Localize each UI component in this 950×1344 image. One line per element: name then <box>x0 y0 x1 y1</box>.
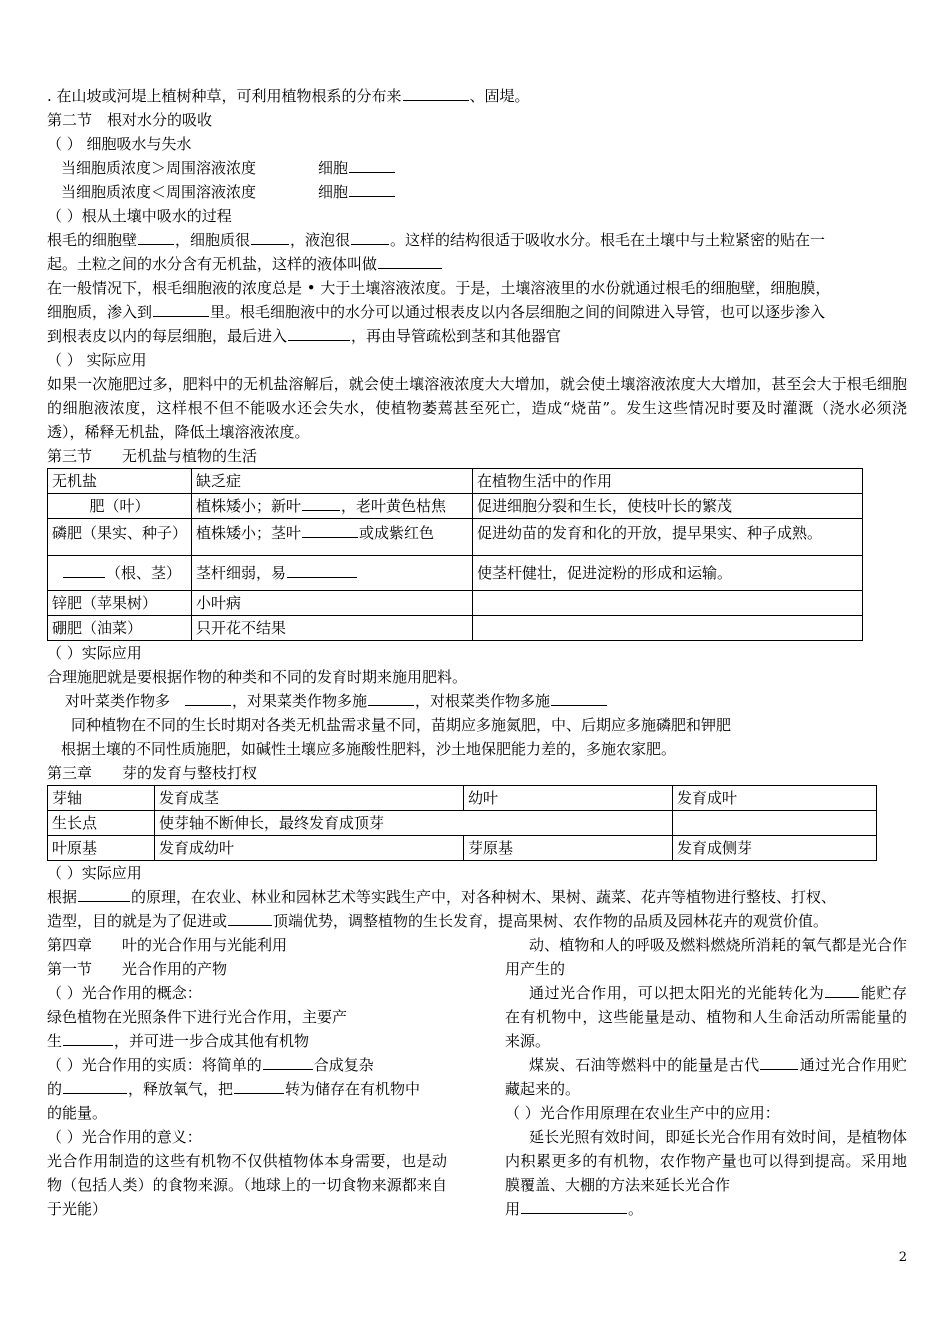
answer-blank[interactable] <box>551 690 607 706</box>
table-cell: 发育成幼叶 <box>155 836 464 861</box>
two-column-section <box>47 933 907 1223</box>
table-row <box>48 519 863 556</box>
table-cell: 肥（叶） <box>48 494 192 519</box>
subheading: （ ）光合作用原理在农业生产中的应用： <box>505 1104 780 1122</box>
answer-blank[interactable] <box>287 562 357 578</box>
table-cell: 磷肥（果实、种子） <box>48 519 192 556</box>
answer-blank[interactable] <box>302 495 340 511</box>
answer-blank[interactable] <box>288 325 350 341</box>
paragraph-line <box>505 1197 907 1221</box>
text: 。 <box>628 1200 644 1218</box>
table-row <box>48 556 863 591</box>
table-cell: 硼肥（油菜） <box>48 616 192 641</box>
table-row <box>48 811 877 836</box>
table-row <box>48 494 863 519</box>
text: ，并可进一步合成其他有机物 <box>114 1032 310 1050</box>
text: 根据 <box>47 888 78 906</box>
text: 细胞质，渗入到 <box>47 303 153 321</box>
answer-blank[interactable] <box>521 1198 627 1214</box>
table-cell: 发育成侧芽 <box>673 836 877 861</box>
paragraph-line <box>47 324 907 348</box>
answer-blank[interactable] <box>63 562 105 578</box>
text: ，对根菜类作物多施 <box>415 692 551 710</box>
section-title: 第一节 光合作用的产物 <box>47 960 228 978</box>
bud-table <box>47 785 877 861</box>
table-cell: 发育成茎 <box>155 786 464 811</box>
answer-blank[interactable] <box>63 1078 127 1094</box>
text: ，对果菜类作物多施 <box>232 692 368 710</box>
answer-blank[interactable] <box>351 229 389 245</box>
text: 转为储存在有机物中 <box>285 1080 421 1098</box>
text: 顶端优势，调整植物的生长发育，提高果树、农作物的品质及园林花卉的观赏价值。 <box>273 912 829 930</box>
text: 的原理，在农业、林业和园林艺术等实践生产中，对各种树木、果树、蔬菜、花卉等植物进行整枝、打杈、 <box>131 888 837 906</box>
text: 起。土粒之间的水分含有无机盐，这样的液体叫做 <box>47 255 378 273</box>
table-cell: 芽轴 <box>48 786 155 811</box>
paragraph-line <box>47 252 907 276</box>
answer-blank[interactable] <box>349 157 395 173</box>
answer-blank[interactable] <box>153 301 209 317</box>
paragraph-line: 根据土壤的不同性质施肥，如碱性土壤应多施酸性肥料，沙土地保肥能力差的，多施农家肥。 <box>61 740 677 758</box>
table-cell <box>192 519 473 556</box>
paragraph <box>505 1053 907 1101</box>
answer-blank[interactable] <box>760 1054 798 1070</box>
text: 造型，目的就是为了促进或 <box>47 912 228 930</box>
paragraph-line <box>47 300 907 324</box>
paragraph-line: 绿色植物在光照条件下进行光合作用，主要产 <box>47 1008 348 1026</box>
table-cell: 发育成叶 <box>673 786 877 811</box>
subheading: （ ）实际应用 <box>47 644 142 662</box>
answer-blank[interactable] <box>78 886 130 902</box>
answer-blank[interactable] <box>403 85 469 101</box>
text: 当细胞质浓度＞周围溶液浓度 <box>61 159 257 177</box>
text: 根毛的细胞壁 <box>47 231 138 249</box>
table-cell: 使芽轴不断伸长，最终发育成顶芽 <box>155 811 673 836</box>
text: ，释放氧气，把 <box>128 1080 234 1098</box>
condition-line <box>47 156 907 180</box>
text: 植株矮小；茎叶 <box>196 524 302 542</box>
text: ，细胞质很 <box>175 231 251 249</box>
subheading: （ ）光合作用的概念： <box>47 984 202 1002</box>
table-cell: 锌肥（苹果树） <box>48 591 192 616</box>
table-cell <box>48 556 192 591</box>
subheading: （ ）根从土壤中吸水的过程 <box>47 207 232 225</box>
text: . 在山坡或河堤上植树种草，可利用植物根系的分布来 <box>47 87 402 105</box>
table-row <box>48 786 877 811</box>
table-cell: 生长点 <box>48 811 155 836</box>
page-number: 2 <box>898 1250 907 1265</box>
answer-blank[interactable] <box>302 522 358 538</box>
text: 对叶菜类作物多 <box>65 692 171 710</box>
text: 用 <box>505 1200 521 1218</box>
text: 通过光合作用，可以把太阳光的光能转化为 <box>529 984 825 1002</box>
table-cell: 使茎杆健壮，促进淀粉的形成和运输。 <box>473 556 863 591</box>
right-column <box>505 933 907 1221</box>
text: 细胞 <box>318 183 349 201</box>
condition-line <box>47 180 907 204</box>
text: ，液泡很 <box>290 231 351 249</box>
paragraph: 光合作用制造的这些有机物不仅供植物体本身需要，也是动物（包括人类）的食物来源。（地球上的一切食物来源都来自于光能） <box>47 1152 447 1218</box>
text: （ ）光合作用的实质：将简单的 <box>47 1056 262 1074</box>
section-title: 第三节 无机盐与植物的生活 <box>47 447 258 465</box>
paragraph-line: 在一般情况下，根毛细胞液的浓度总是 • 大于土壤溶液浓度。于是，土壤溶液里的水份就通过根毛的细胞壁，细胞膜， <box>47 279 831 297</box>
table-cell: 只开花不结果 <box>192 616 473 641</box>
fixation-line <box>47 84 907 108</box>
text: 合成复杂 <box>313 1056 374 1074</box>
answer-blank[interactable] <box>825 982 859 998</box>
paragraph-line: 同种植物在不同的生长时期对各类无机盐需求量不同，苗期应多施氮肥，中、后期应多施磷肥和钾肥 <box>71 716 732 734</box>
answer-blank[interactable] <box>234 1078 284 1094</box>
text: 或成紫红色 <box>359 524 435 542</box>
text: 植株矮小；新叶 <box>196 497 302 515</box>
table-cell: 幼叶 <box>464 786 673 811</box>
text: 煤炭、石油等燃料中的能量是古代 <box>529 1056 760 1074</box>
paragraph-line <box>47 1029 447 1053</box>
table-cell <box>192 494 473 519</box>
answer-blank[interactable] <box>138 229 174 245</box>
paragraph <box>505 981 907 1053</box>
document-page <box>47 84 907 1223</box>
paragraph-line <box>47 228 907 252</box>
text: 茎杆细弱，易 <box>196 564 287 582</box>
paragraph: 延长光照有效时间，即延长光合作用有效时间，是植物体内积累更多的有机物，农作物产量也可以得到提高。采用地膜覆盖、大棚的方法来延长光合作 <box>505 1128 907 1194</box>
text: ，老叶黄色枯焦 <box>341 497 447 515</box>
answer-blank[interactable] <box>368 690 414 706</box>
table-cell: 小叶病 <box>192 591 473 616</box>
section-title: 第二节 根对水分的吸收 <box>47 111 213 129</box>
table-header: 缺乏症 <box>192 469 473 494</box>
subheading <box>47 1053 447 1077</box>
text: 能贮存在有机物中，这些能量是动、植物和人生命活动所需能量的来源。 <box>505 984 907 1050</box>
table-cell: 叶原基 <box>48 836 155 861</box>
table-cell: 促进细胞分裂和生长，使枝叶长的繁茂 <box>473 494 863 519</box>
chapter-title: 第四章 叶的光合作用与光能利用 <box>47 936 288 954</box>
text: 生 <box>47 1032 63 1050</box>
answer-blank[interactable] <box>263 1054 313 1070</box>
answer-blank[interactable] <box>185 690 231 706</box>
paragraph-line: 的能量。 <box>47 1104 108 1122</box>
text: 到根表皮以内的每层细胞，最后进入 <box>47 327 288 345</box>
text: 里。根毛细胞液中的水分可以通过根表皮以内各层细胞之间的间隙进入导管，也可以逐步渗入 <box>210 303 826 321</box>
text: （根、茎） <box>106 564 182 582</box>
paragraph-line <box>47 909 907 933</box>
paragraph-line: 合理施肥就是要根据作物的种类和不同的发育时期来施用肥料。 <box>47 668 468 686</box>
table-header: 无机盐 <box>48 469 192 494</box>
answer-blank[interactable] <box>63 1030 113 1046</box>
answer-blank[interactable] <box>228 910 272 926</box>
table-cell <box>473 616 863 641</box>
table-row <box>48 836 877 861</box>
table-cell <box>192 556 473 591</box>
table-header: 在植物生活中的作用 <box>473 469 863 494</box>
subheading: （ ） 实际应用 <box>47 351 147 369</box>
subheading: （ ） 细胞吸水与失水 <box>47 135 192 153</box>
paragraph: 动、植物和人的呼吸及燃料燃烧所消耗的氧气都是光合作用产生的 <box>505 936 907 978</box>
chapter-title: 第三章 芽的发育与整枝打杈 <box>47 764 258 782</box>
text: 的 <box>47 1080 63 1098</box>
table-cell <box>473 591 863 616</box>
table-cell <box>673 811 877 836</box>
table-cell: 促进幼苗的发育和化的开放，提早果实、种子成熟。 <box>473 519 863 556</box>
text: 、固堤。 <box>469 87 530 105</box>
text: 。这样的结构很适于吸收水分。根毛在土壤中与土粒紧密的贴在一 <box>390 231 826 249</box>
table-header-row <box>48 469 863 494</box>
answer-blank[interactable] <box>251 229 289 245</box>
paragraph-line <box>47 689 907 713</box>
paragraph: 如果一次施肥过多，肥料中的无机盐溶解后，就会使土壤溶液浓度大大增加，就会使土壤溶液浓度大大增加，甚至会大于根毛细胞的细胞液浓度，这样根不但不能吸水还会失水，使植物萎蔫甚至死亡，造成“烧苗”。发生这些情况时要及时灌溉（浇水必须浇透），稀释无机盐，降低土壤溶液浓度。 <box>47 375 907 441</box>
text: 通过光合作用贮藏起来的。 <box>505 1056 907 1098</box>
answer-blank[interactable] <box>349 181 395 197</box>
paragraph-line <box>47 1077 447 1101</box>
text: 细胞 <box>318 159 349 177</box>
table-row <box>48 591 863 616</box>
text: 当细胞质浓度＜周围溶液浓度 <box>61 183 257 201</box>
mineral-table <box>47 468 863 641</box>
table-row <box>48 616 863 641</box>
answer-blank[interactable] <box>378 253 442 269</box>
left-column <box>47 933 447 1221</box>
table-cell: 芽原基 <box>464 836 673 861</box>
text: ，再由导管疏松到茎和其他器官 <box>351 327 562 345</box>
subheading: （ ）实际应用 <box>47 864 142 882</box>
paragraph-line <box>47 885 907 909</box>
subheading: （ ）光合作用的意义： <box>47 1128 202 1146</box>
